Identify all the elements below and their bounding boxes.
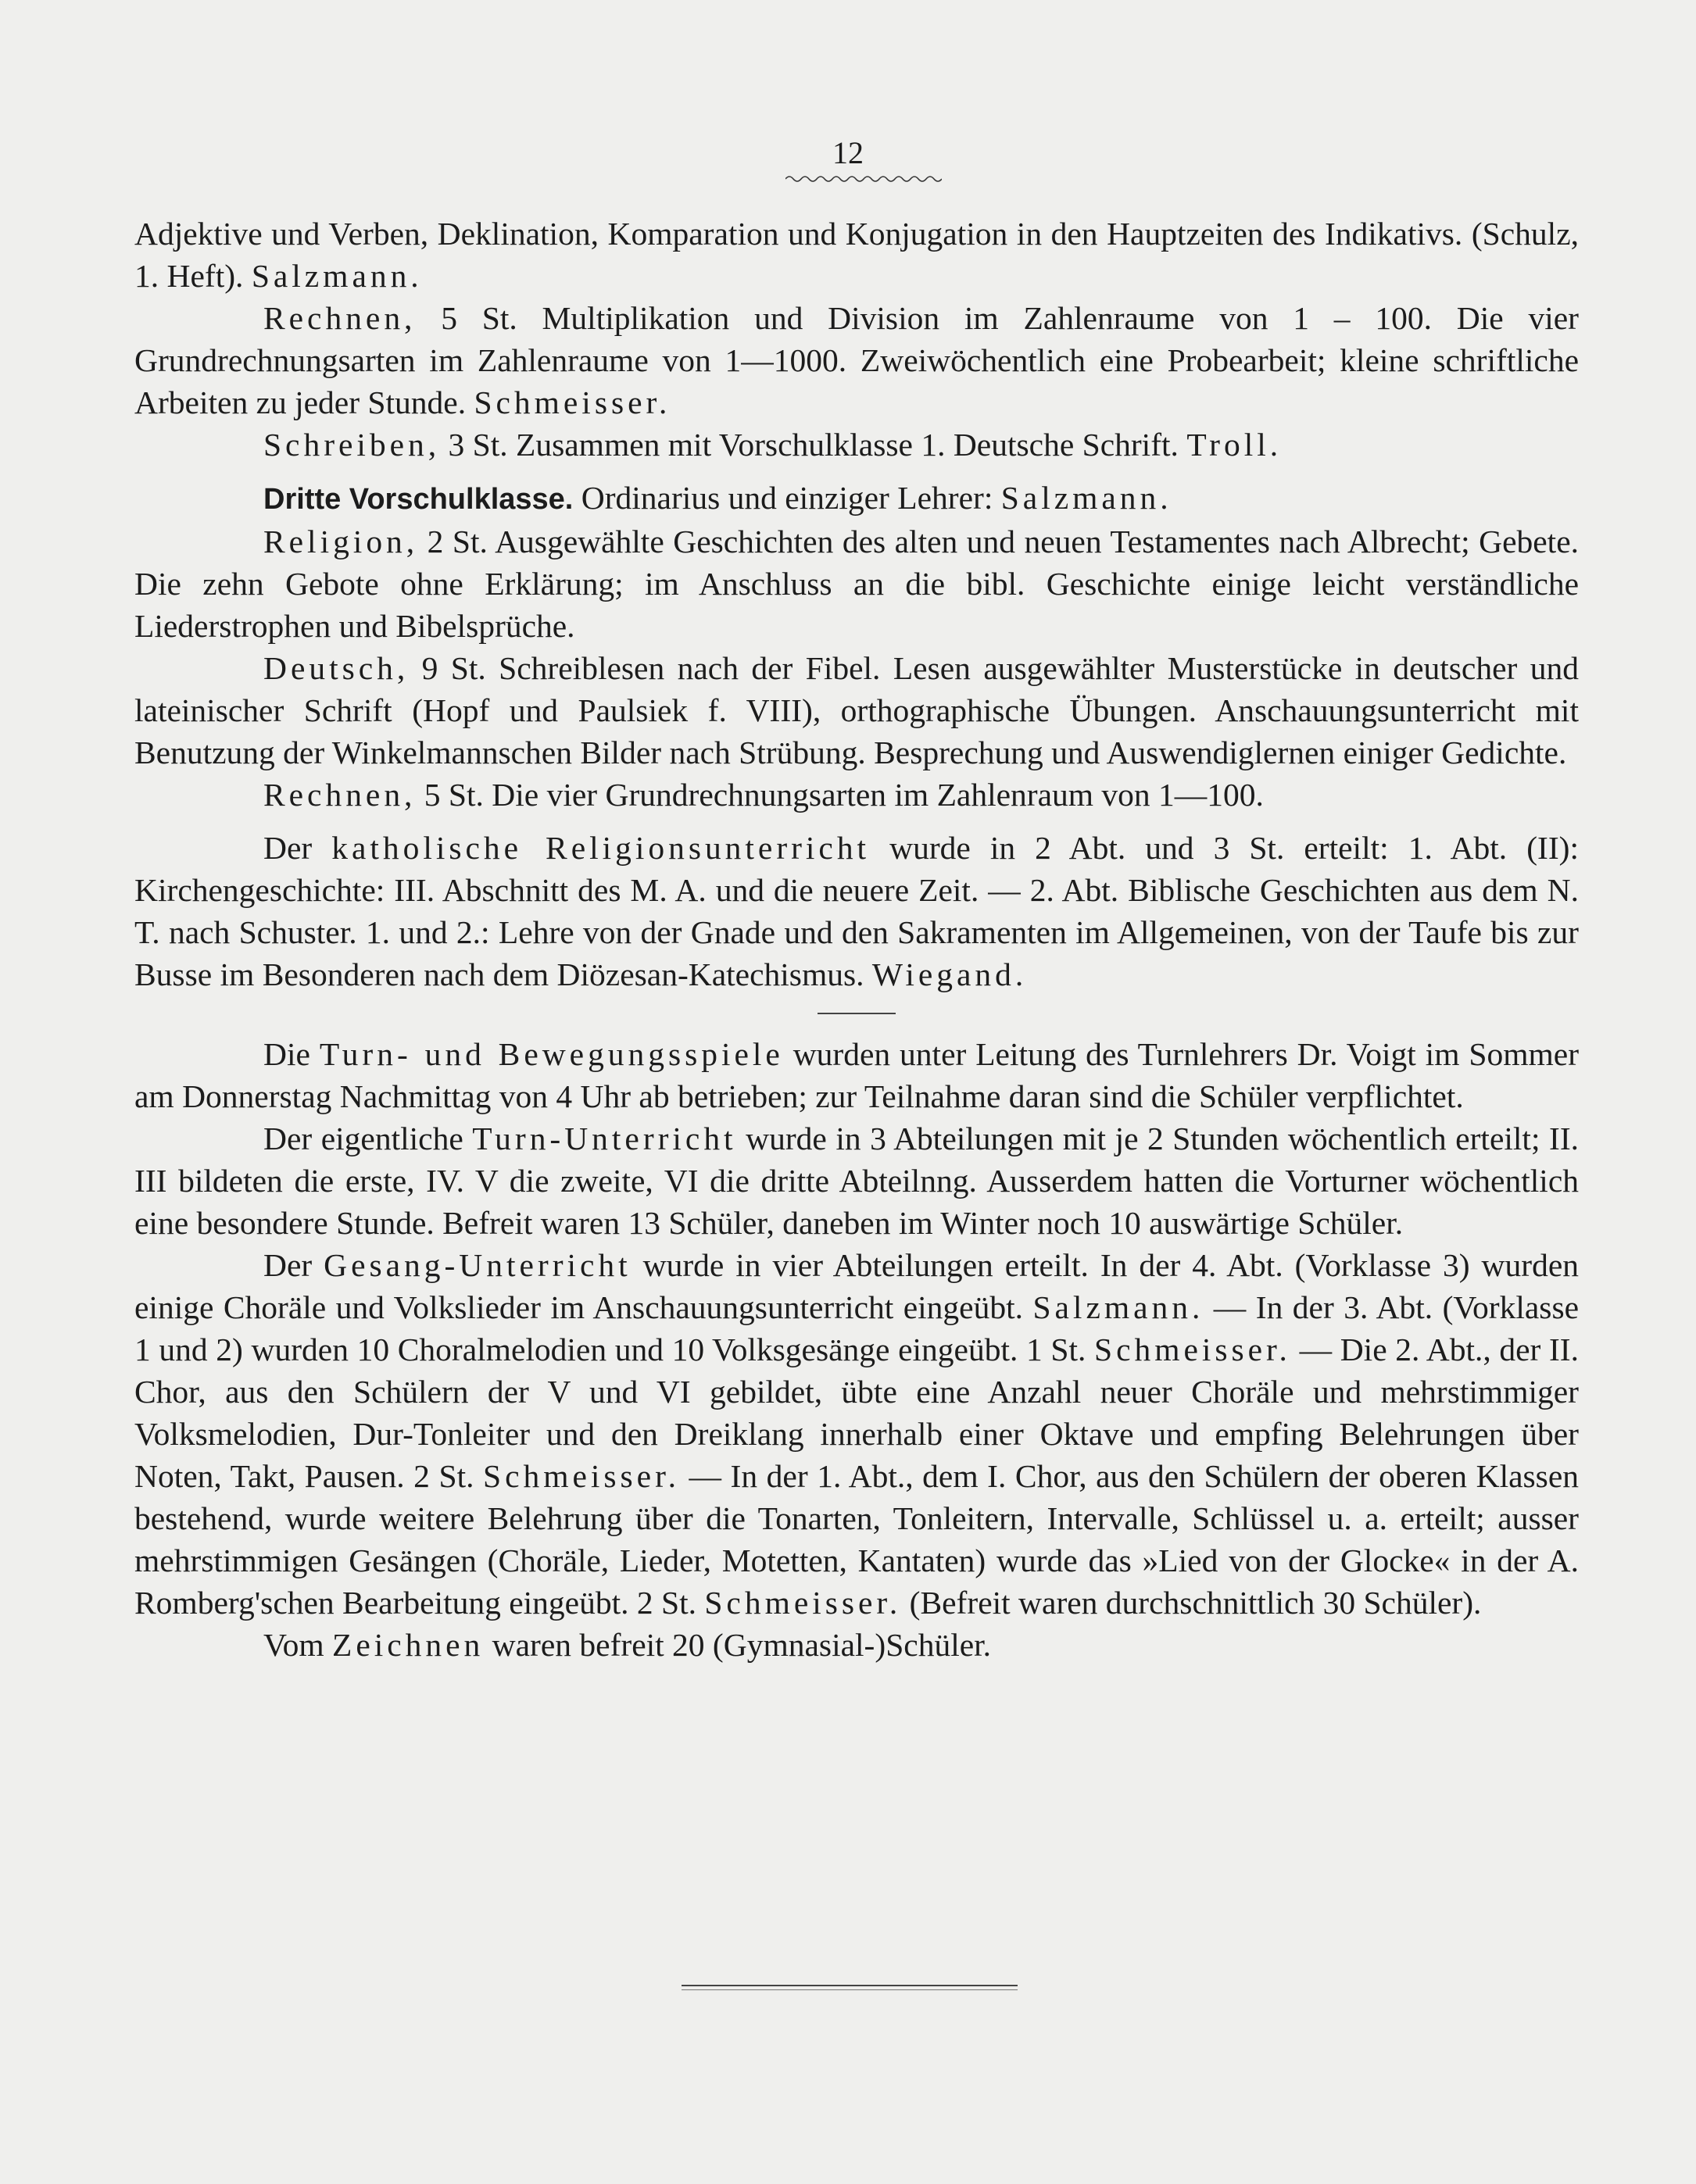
subject-label: Schreiben, bbox=[263, 427, 441, 463]
paragraph-katholisch: Der katholische Religionsunterricht wurde in 2 Abt. und 3 St. erteilt: 1. Abt. (II): Kirchengeschichte: III. Abschnitt des M. A. und die neuere Zeit. — 2. Abt. Biblische Geschichten aus dem N. T. nach Schuster. 1. und 2.: Lehre von der Gnade und den Sakramenten im Allgemeinen, von der Taufe bis zur Busse im Besonderen nach dem Diözesan-Katechismus. Wiegand. bbox=[134, 830, 1580, 992]
subject-label: Rechnen, bbox=[263, 300, 417, 336]
paragraph-religion: Religion, 2 St. Ausgewählte Geschichten des alten und neuen Testamentes nach Albrecht; Gebete. Die zehn Gebote ohne Erklärung; im Anschluss an die bibl. Geschichte einige leicht verständliche Liederstrophen und Bibelsprüche. bbox=[134, 524, 1579, 644]
subject-label: Deutsch, bbox=[263, 650, 410, 686]
paragraph-schreiben: Schreiben, 3 St. Zusammen mit Vorschulklasse 1. Deutsche Schrift. Troll. bbox=[263, 427, 1283, 463]
teacher-name: Schmeisser. bbox=[483, 1458, 680, 1494]
subject-label: Rechnen, bbox=[263, 777, 417, 813]
teacher-name: Wiegand. bbox=[871, 956, 1028, 992]
page-number: 12 bbox=[832, 135, 864, 170]
section-divider bbox=[818, 1013, 896, 1014]
end-rule-thin bbox=[682, 1989, 1018, 1990]
paragraph-rechnen-2: Rechnen, 5 St. Die vier Grundrechnungsarten im Zahlenraum von 1—100. bbox=[263, 777, 1264, 813]
teacher-name: Salzmann. bbox=[251, 258, 423, 294]
page-number-ornament bbox=[785, 173, 942, 184]
paragraph-gesang: Der Gesang-Unterricht wurde in vier Abteilungen erteilt. In der 4. Abt. (Vorklasse 3) wurden einige Choräle und Volkslieder im Anschauungsunterricht eingeübt. Salzmann. — In der 3. Abt. (Vorklasse 1 und 2) wurden 10 Choralmelodien und 10 Volksgesänge eingeübt. 1 St. Schmeisser. — Die 2. Abt., der II. Chor, aus den Schülern der V und VI gebildet, übte eine Anzahl neuer Choräle und mehrstimmiger Volksmelodien, Dur-Tonleiter und den Dreiklang innerhalb einer Oktave und empfing Belehrungen über Noten, Takt, Pausen. 2 St. Schmeisser. — In der 1. Abt., dem I. Chor, aus den Schülern der oberen Klassen bestehend, wurde weitere Belehrung über die Tonarten, Tonleitern, Intervalle, Schlüssel u. a. erteilt; ausser mehrstimmigen Gesängen (Choräle, Lieder, Motetten, Kantaten) wurde das »Lied von der Glocke« in der A. Romberg'schen Bearbeitung eingeübt. 2 St. Schmeisser. (Befreit waren durchschnittlich 30 Schüler). bbox=[134, 1247, 1580, 1621]
paragraph-dritte-vorschulklasse: Dritte Vorschulklasse. Ordinarius und einziger Lehrer: Salzmann. bbox=[263, 480, 1172, 516]
paragraph-turnspiele: Die Turn- und Bewegungsspiele wurden unter Leitung des Turnlehrers Dr. Voigt im Sommer am Donnerstag Nachmittag von 4 Uhr ab betrieben; zur Teilnahme daran sind die Schüler verpflichtet. bbox=[134, 1036, 1580, 1114]
subject-label: katholische Religionsunterricht bbox=[331, 830, 871, 866]
subject-label: Zeichnen bbox=[332, 1627, 485, 1663]
subject-label: Gesang-Unterricht bbox=[324, 1247, 632, 1283]
teacher-name: Schmeisser. bbox=[474, 384, 671, 420]
end-rule bbox=[682, 1985, 1018, 1986]
section-heading: Dritte Vorschulklasse. bbox=[263, 483, 574, 516]
teacher-name: Schmeisser. bbox=[1094, 1331, 1291, 1367]
main-text bbox=[134, 213, 1579, 1666]
paragraph-deutsch: Deutsch, 9 St. Schreiblesen nach der Fibel. Lesen ausgewählter Musterstücke in deutscher und lateinischer Schrift (Hopf und Paulsiek f. VIII), orthographische Übungen. Anschauungsunterricht mit Benutzung der Winkelmannschen Bilder nach Strübung. Besprechung und Auswendiglernen einiger Gedichte. bbox=[134, 650, 1579, 770]
teacher-name: Schmeisser. bbox=[704, 1585, 902, 1621]
subject-label: Religion, bbox=[263, 524, 419, 559]
teacher-name: Salzmann. bbox=[1000, 480, 1172, 516]
teacher-name: Salzmann. bbox=[1032, 1289, 1204, 1325]
teacher-name: Troll. bbox=[1186, 427, 1283, 463]
subject-label: Turn- und Bewegungsspiele bbox=[319, 1036, 784, 1072]
subject-label: Turn-Unterricht bbox=[472, 1121, 737, 1156]
paragraph-rechnen: Rechnen, 5 St. Multiplikation und Division im Zahlenraume von 1 – 100. Die vier Grundrechnungsarten im Zahlenraume von 1—1000. Zweiwöchentlich eine Probearbeit; kleine schriftliche Arbeiten zu jeder Stunde. Schmeisser. bbox=[134, 300, 1579, 420]
paragraph-adjektive: Adjektive und Verben, Deklination, Komparation und Konjugation in den Hauptzeiten des Indikativs. (Schulz, 1. Heft). Salzmann. bbox=[134, 216, 1579, 294]
paragraph-turnunterricht: Der eigentliche Turn-Unterricht wurde in 3 Abteilungen mit je 2 Stunden wöchentlich erteilt; II. III bildeten die erste, IV. V die zweite, VI die dritte Abteilnng. Ausserdem hatten die Vorturner wöchentlich eine besondere Stunde. Befreit waren 13 Schüler, daneben im Winter noch 10 auswärtige Schüler. bbox=[134, 1121, 1580, 1241]
paragraph-zeichnen: Vom Zeichnen waren befreit 20 (Gymnasial-)Schüler. bbox=[263, 1627, 992, 1663]
